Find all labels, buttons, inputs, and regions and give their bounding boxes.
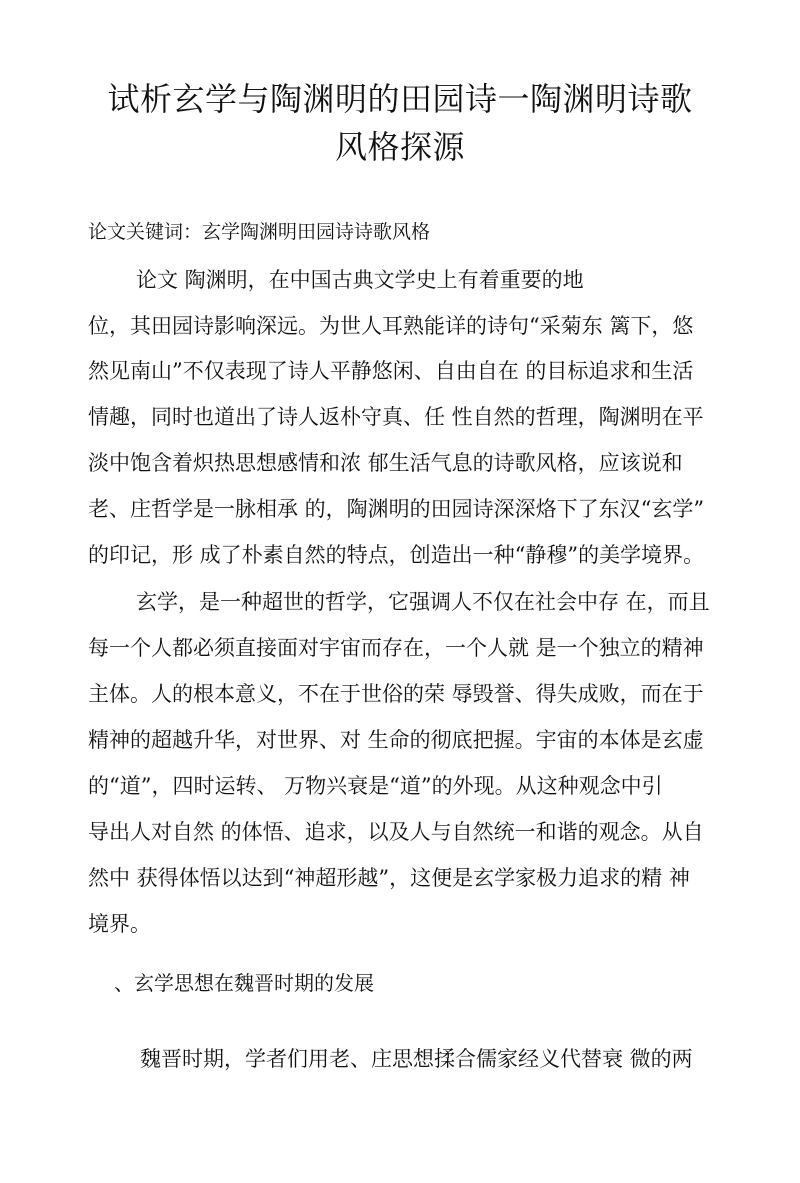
title-line-1: 试析玄学与陶渊明的田园诗一陶渊明诗歌: [107, 80, 693, 118]
paragraph-line: 的“道”，四时运转、 万物兴衰是“道”的外现。从这种观念中引: [88, 774, 663, 798]
paragraph-line: 情趣，同时也道出了诗人返朴守真、任 性自然的哲理，陶渊明在平: [88, 405, 704, 429]
paragraph-line: 境界。: [88, 912, 151, 936]
paragraph-line: 导出人对自然 的体悟、追求，以及人与自然统一和谐的观念。从自: [88, 820, 704, 844]
paragraph-line: 主体。人的根本意义，不在于世俗的荣 辱毁誉、得失成败，而在于: [88, 682, 704, 706]
keywords-line: 论文关键词：玄学陶渊明田园诗诗歌风格: [88, 221, 431, 243]
title-line-2: 风格探源: [334, 128, 465, 166]
paragraph-line: 每一个人都必须直接面对宇宙而存在，一个人就 是一个独立的精神: [88, 636, 704, 660]
paragraph-line: 老、庄哲学是一脉相承 的，陶渊明的田园诗深深烙下了东汉“玄学”: [88, 497, 705, 521]
paragraph-line: 精神的超越升华，对世界、对 生命的彻底把握。宇宙的本体是玄虚: [88, 728, 704, 752]
paragraph-line: 魏晋时期，学者们用老、庄思想揉合儒家经义代替衰 微的两: [140, 1047, 693, 1071]
paragraph-line: 论文 陶渊明，在中国古典文学史上有着重要的地: [136, 268, 584, 292]
section-heading: 、玄学思想在魏晋时期的发展: [114, 971, 374, 995]
paragraph-line: 位，其田园诗影响深远。为世人耳熟能详的诗句“采菊东 篱下，悠: [88, 314, 694, 338]
paragraph-line: 然见南山”不仅表现了诗人平静悠闲、自由自在 的目标追求和生活: [88, 359, 694, 383]
document-title: [60, 75, 740, 171]
paragraph-line: 玄学，是一种超世的哲学，它强调人不仅在社会中存 在，而且: [136, 590, 710, 614]
paragraph-line: 淡中饱含着炽热思想感情和浓 郁生活气息的诗歌风格，应该说和: [88, 451, 683, 475]
paragraph-line: 然中 获得体悟以达到“神超形越”，这便是玄学家极力追求的精 神: [88, 866, 690, 890]
paragraph-line: 的印记，形 成了朴素自然的特点，创造出一种“静穆”的美学境界。: [88, 543, 705, 567]
